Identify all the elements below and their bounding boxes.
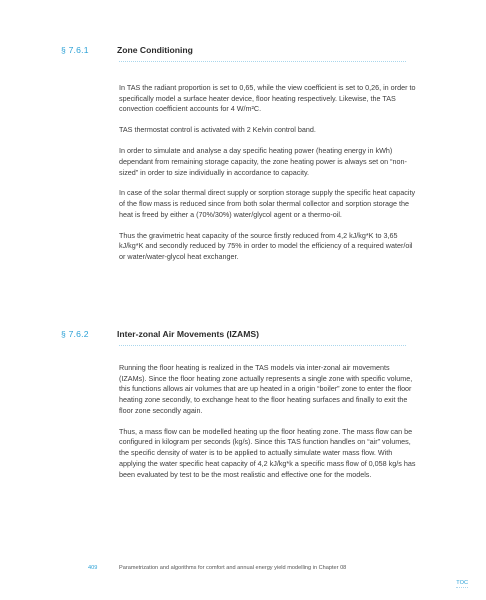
- paragraph: In case of the solar thermal direct supply or sorption storage supply the specific heat capacity of the flow mass is reduced since from both solar thermal collector and sorption storage the heat is freed by either a (70%/30%) water/glycol agent or a thermo-oil.: [119, 188, 416, 219]
- section-number: § 7.6.1: [61, 45, 89, 55]
- section-heading: [61, 329, 406, 339]
- paragraph: Thus, a mass flow can be modelled heating up the floor heating zone. The mass flow can be configured in kilogram per seconds (kg/s). Since this TAS function handles on “air” volumes, the specific density of water is to be applied to actually simulate water mass flow. With applying the water specific heat capacity of 4,2 kJ/kg*k a specific mass flow of 0,058 kg/s has been evaluated by test to be the most realistic and effective one for the models.: [119, 426, 416, 479]
- running-title: Parametrization and algorithms for comfort and annual energy yield modelling in Chapter 08: [119, 565, 347, 571]
- section-body: [119, 363, 419, 490]
- section-number: § 7.6.2: [61, 329, 89, 339]
- paragraph: In order to simulate and analyse a day specific heating power (heating energy in kWh) dependant from remaining storage capacity, the zone heating power is always set on “non-sized” in order to size individually in accordance to capacity.: [119, 146, 407, 177]
- paragraph: In TAS the radiant proportion is set to 0,65, while the view coefficient is set to 0,26, in order to specifically model a surface heater device, floor heating respectively. Likewise, the TAS convection coefficient accounts for 4 W/m²C.: [119, 83, 416, 114]
- section-title: Inter-zonal Air Movements (IZAMS): [117, 329, 259, 339]
- paragraph: Running the floor heating is realized in the TAS models via inter-zonal air movements (IZAMs). Since the floor heating zone actually represents a single zone with specific volume, this functions allows air volumes that are up heated in a origin “boiler” zone to enter the floor heating zone secondly, to exchange heat to the floor heating surfaces and finally to exit the floor zone secondly again.: [119, 363, 413, 415]
- paragraph: TAS thermostat control is activated with 2 Kelvin control band.: [119, 125, 316, 135]
- page-footer: [88, 565, 346, 571]
- section-title: Zone Conditioning: [117, 45, 193, 55]
- section-heading: [61, 45, 406, 55]
- section-divider: [119, 61, 406, 62]
- paragraph: Thus the gravimetric heat capacity of the source firstly reduced from 4,2 kJ/kg*K to 3,65 kJ/kg*K and secondly reduced by 75% in order to model the efficiency of a required water/oil or water/water-glycol heat exchanger.: [119, 230, 413, 262]
- section-body: [119, 83, 419, 273]
- toc-link[interactable]: TOC: [456, 580, 468, 586]
- page-number: 409: [88, 565, 98, 571]
- section-divider: [119, 345, 406, 346]
